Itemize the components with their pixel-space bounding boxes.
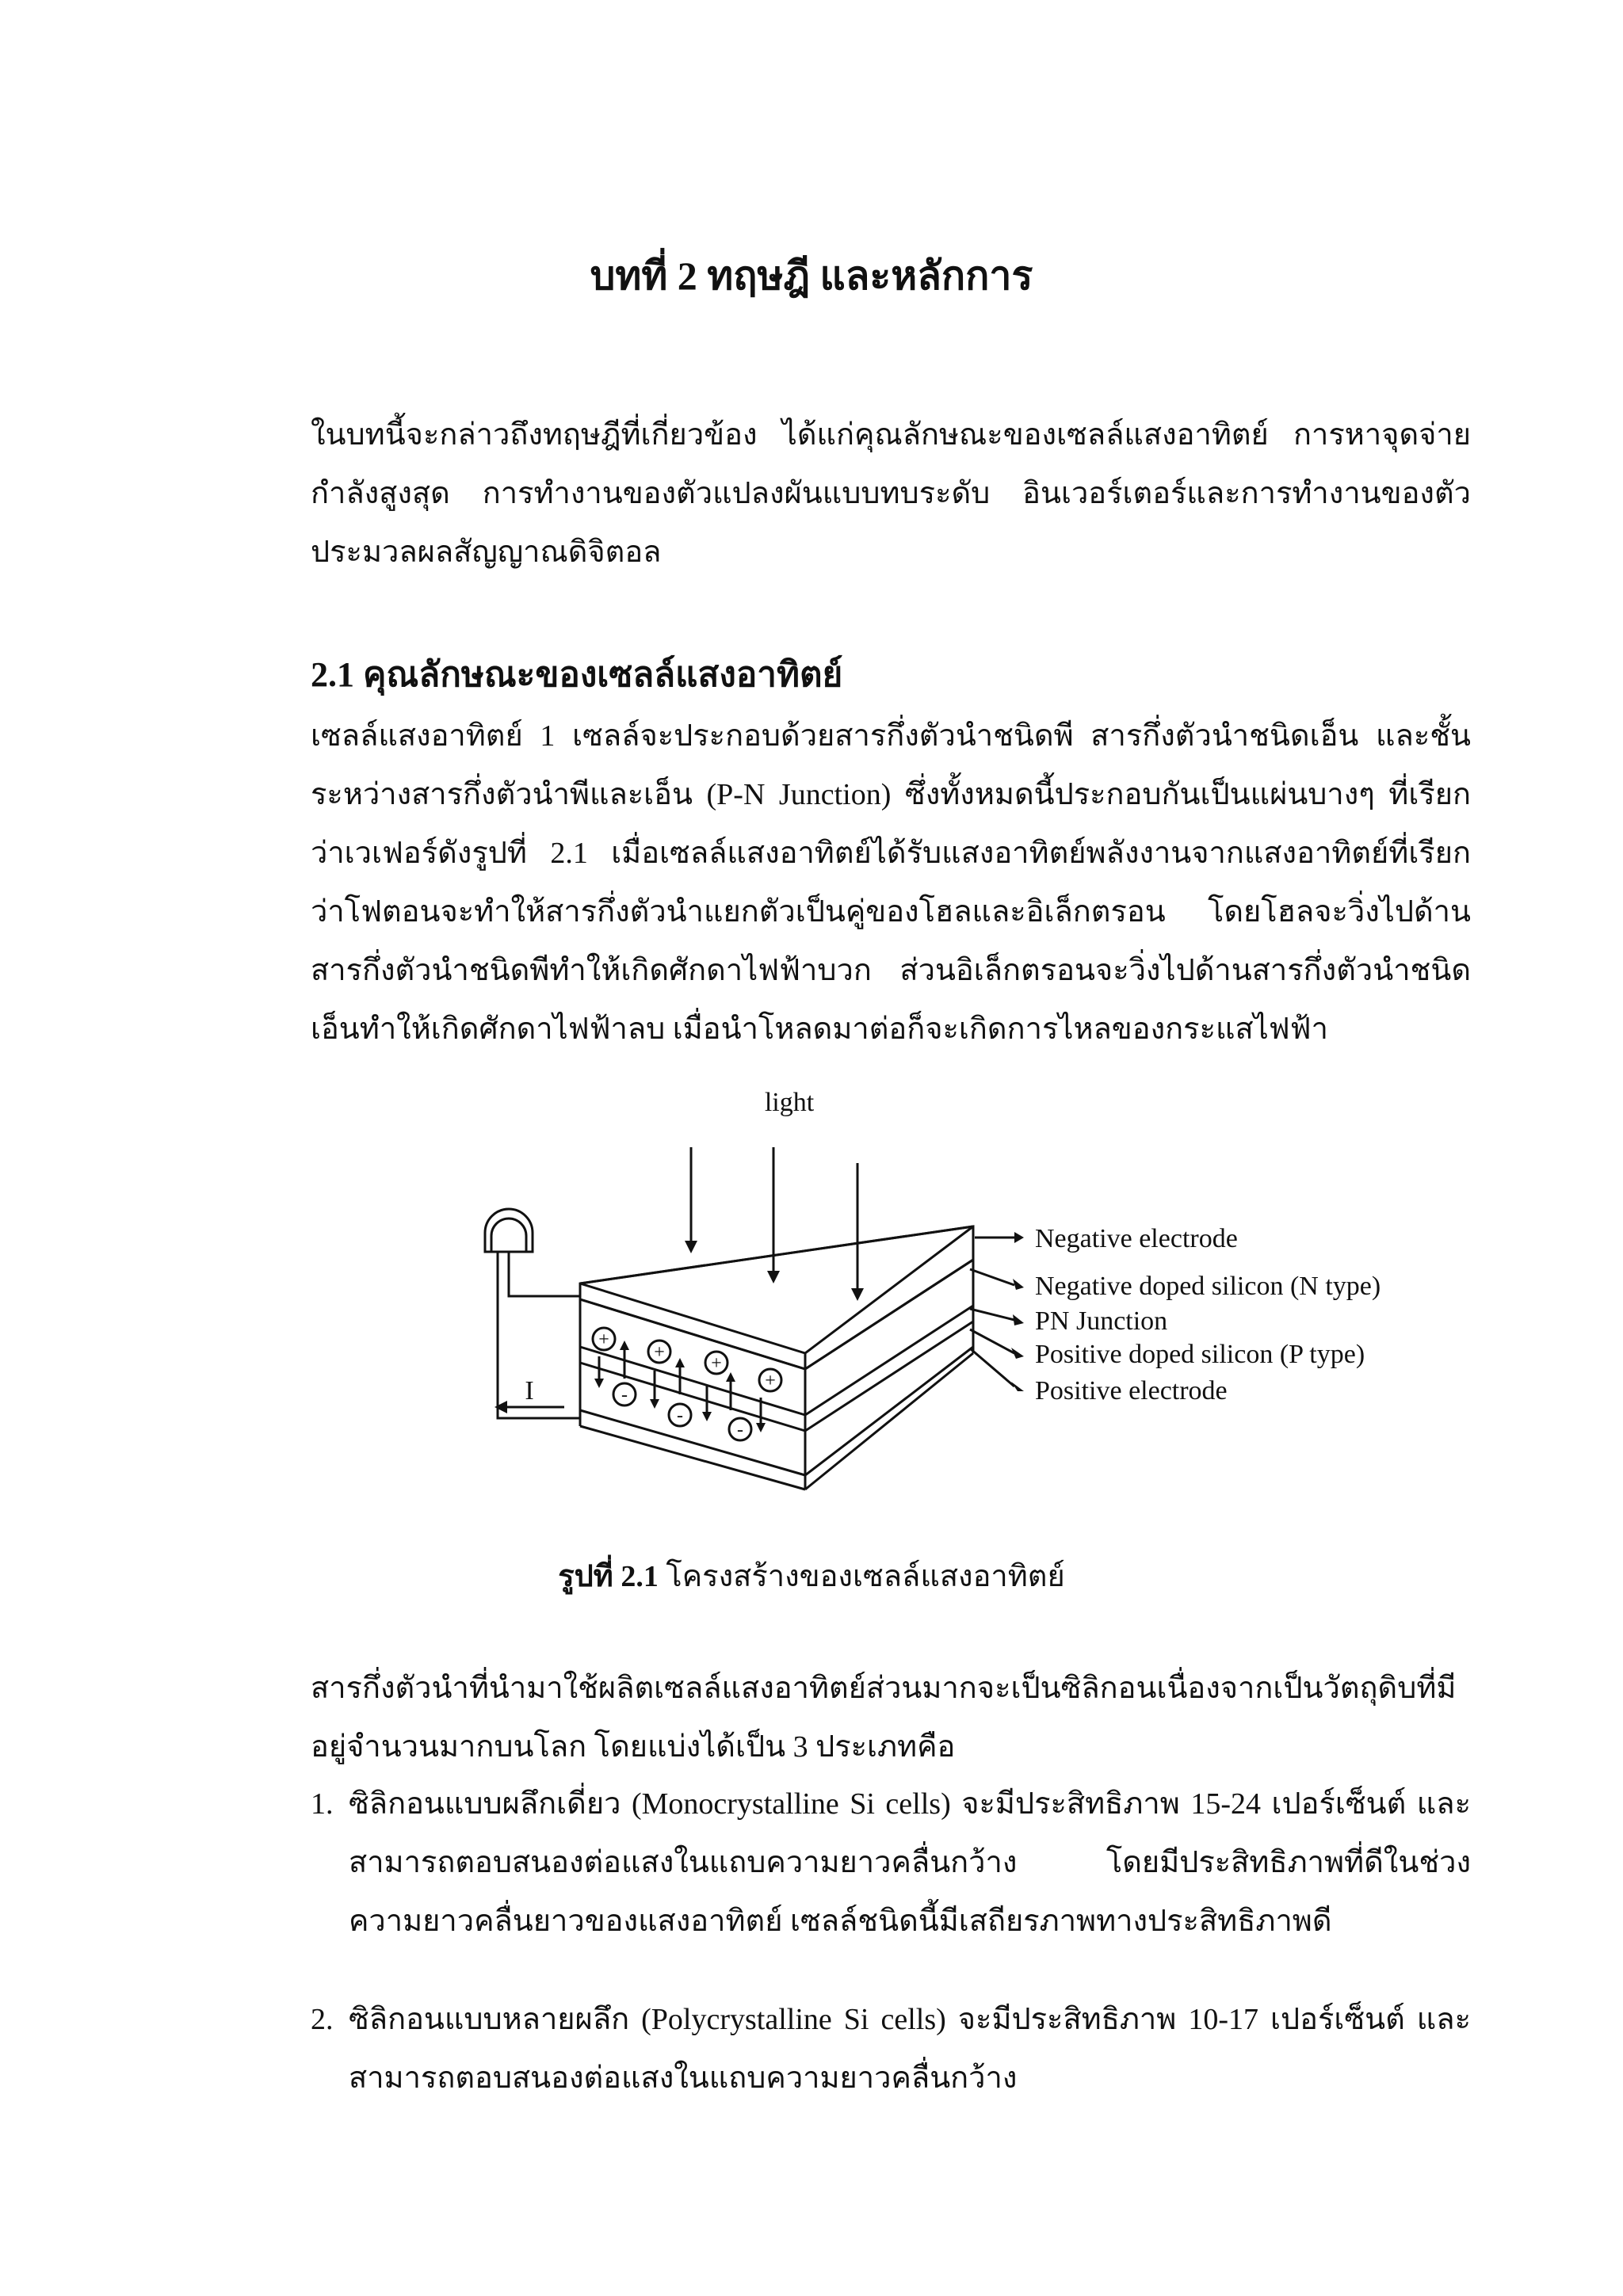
hole-charge: +	[598, 1329, 609, 1350]
section-heading: 2.1 คุณลักษณะของเซลล์แสงอาทิตย์	[311, 655, 843, 694]
hole-charge: +	[711, 1353, 722, 1374]
layer-label-p-type: Positive doped silicon (P type)	[1035, 1340, 1365, 1369]
figure-caption	[0, 1553, 1623, 1600]
intro-paragraph: ในบทนี้จะกล่าวถึงทฤษฎีที่เกี่ยวข้อง ได้แก่คุณลักษณะของเซลล์แสงอาทิตย์ การหาจุดจ่ายกำลังสูงสุด การทำงานของตัวแปลงผันแบบทบระดับ อินเวอร์เตอร์และการทำงานของตัวประมวลผลสัญญาณดิจิตอล	[311, 418, 1471, 569]
electron-charge: -	[621, 1385, 628, 1405]
layer-label-positive-electrode: Positive electrode	[1035, 1376, 1228, 1405]
layer-label-pn-junction: PN Junction	[1035, 1306, 1168, 1336]
list-item-text: ซิลิกอนแบบหลายผลึก (Polycrystalline Si cells) จะมีประสิทธิภาพ 10-17 เปอร์เซ็นต์ และสามารถตอบสนองต่อแสงในแถบความยาวคลื่นกว้าง	[349, 2003, 1471, 2095]
electron-charge: -	[737, 1420, 743, 1440]
list-item-number: 1.	[311, 1787, 334, 1821]
electron-charge: -	[677, 1405, 683, 1426]
hole-charge: +	[654, 1342, 665, 1363]
figure-caption-number: รูปที่ 2.1	[558, 1560, 659, 1593]
layer-label-negative-electrode: Negative electrode	[1035, 1224, 1238, 1253]
paragraph-2: สารกึ่งตัวนำที่นำมาใช้ผลิตเซลล์แสงอาทิตย์ส่วนมากจะเป็นซิลิกอนเนื่องจากเป็นวัตถุดิบที่มีอยู่จำนวนมากบนโลก โดยแบ่งได้เป็น 3 ประเภทคือ	[311, 1672, 1457, 1764]
list-item-number: 2.	[311, 2003, 334, 2036]
figure-caption-text: โครงสร้างของเซลล์แสงอาทิตย์	[658, 1560, 1065, 1593]
current-label: I	[525, 1376, 534, 1405]
section-paragraph: เซลล์แสงอาทิตย์ 1 เซลล์จะประกอบด้วยสารกึ่งตัวนำชนิดพี สารกึ่งตัวนำชนิดเอ็น และชั้นระหว่างสารกึ่งตัวนำพีและเอ็น (P-N Junction) ซึ่งทั้งหมดนี้ประกอบกันเป็นแผ่นบางๆ ที่เรียกว่าเวเฟอร์ดังรูปที่ 2.1 เมื่อเซลล์แสงอาทิตย์ได้รับแสงอาทิตย์พลังงานจากแสงอาทิตย์ที่เรียกว่าโฟตอนจะทำให้สารกึ่งตัวนำแยกตัวเป็นคู่ของโฮลและอิเล็กตรอน โดยโฮลจะวิ่งไปด้านสารกึ่งตัวนำชนิดพีทำให้เกิดศักดาไฟฟ้าบวก ส่วนอิเล็กตรอนจะวิ่งไปด้านสารกึ่งตัวนำชนิดเอ็นทำให้เกิดศักดาไฟฟ้าลบ เมื่อนำโหลดมาต่อก็จะเกิดการไหลของกระแสไฟฟ้า	[311, 719, 1471, 1046]
layer-label-n-type: Negative doped silicon (N type)	[1035, 1272, 1381, 1301]
light-label: light	[764, 1088, 815, 1117]
chapter-title: บทที่ 2 ทฤษฎี และหลักการ	[590, 254, 1033, 298]
hole-charge: +	[765, 1371, 776, 1391]
list-item-text: ซิลิกอนแบบผลึกเดี่ยว (Monocrystalline Si cells) จะมีประสิทธิภาพ 15-24 เปอร์เซ็นต์ และสามารถตอบสนองต่อแสงในแถบความยาวคลื่นกว้าง โดยมีประสิทธิภาพที่ดีในช่วงความยาวคลื่นยาวของแสงอาทิตย์ เซลล์ชนิดนี้มีเสถียรภาพทางประสิทธิภาพดี	[349, 1787, 1471, 1938]
